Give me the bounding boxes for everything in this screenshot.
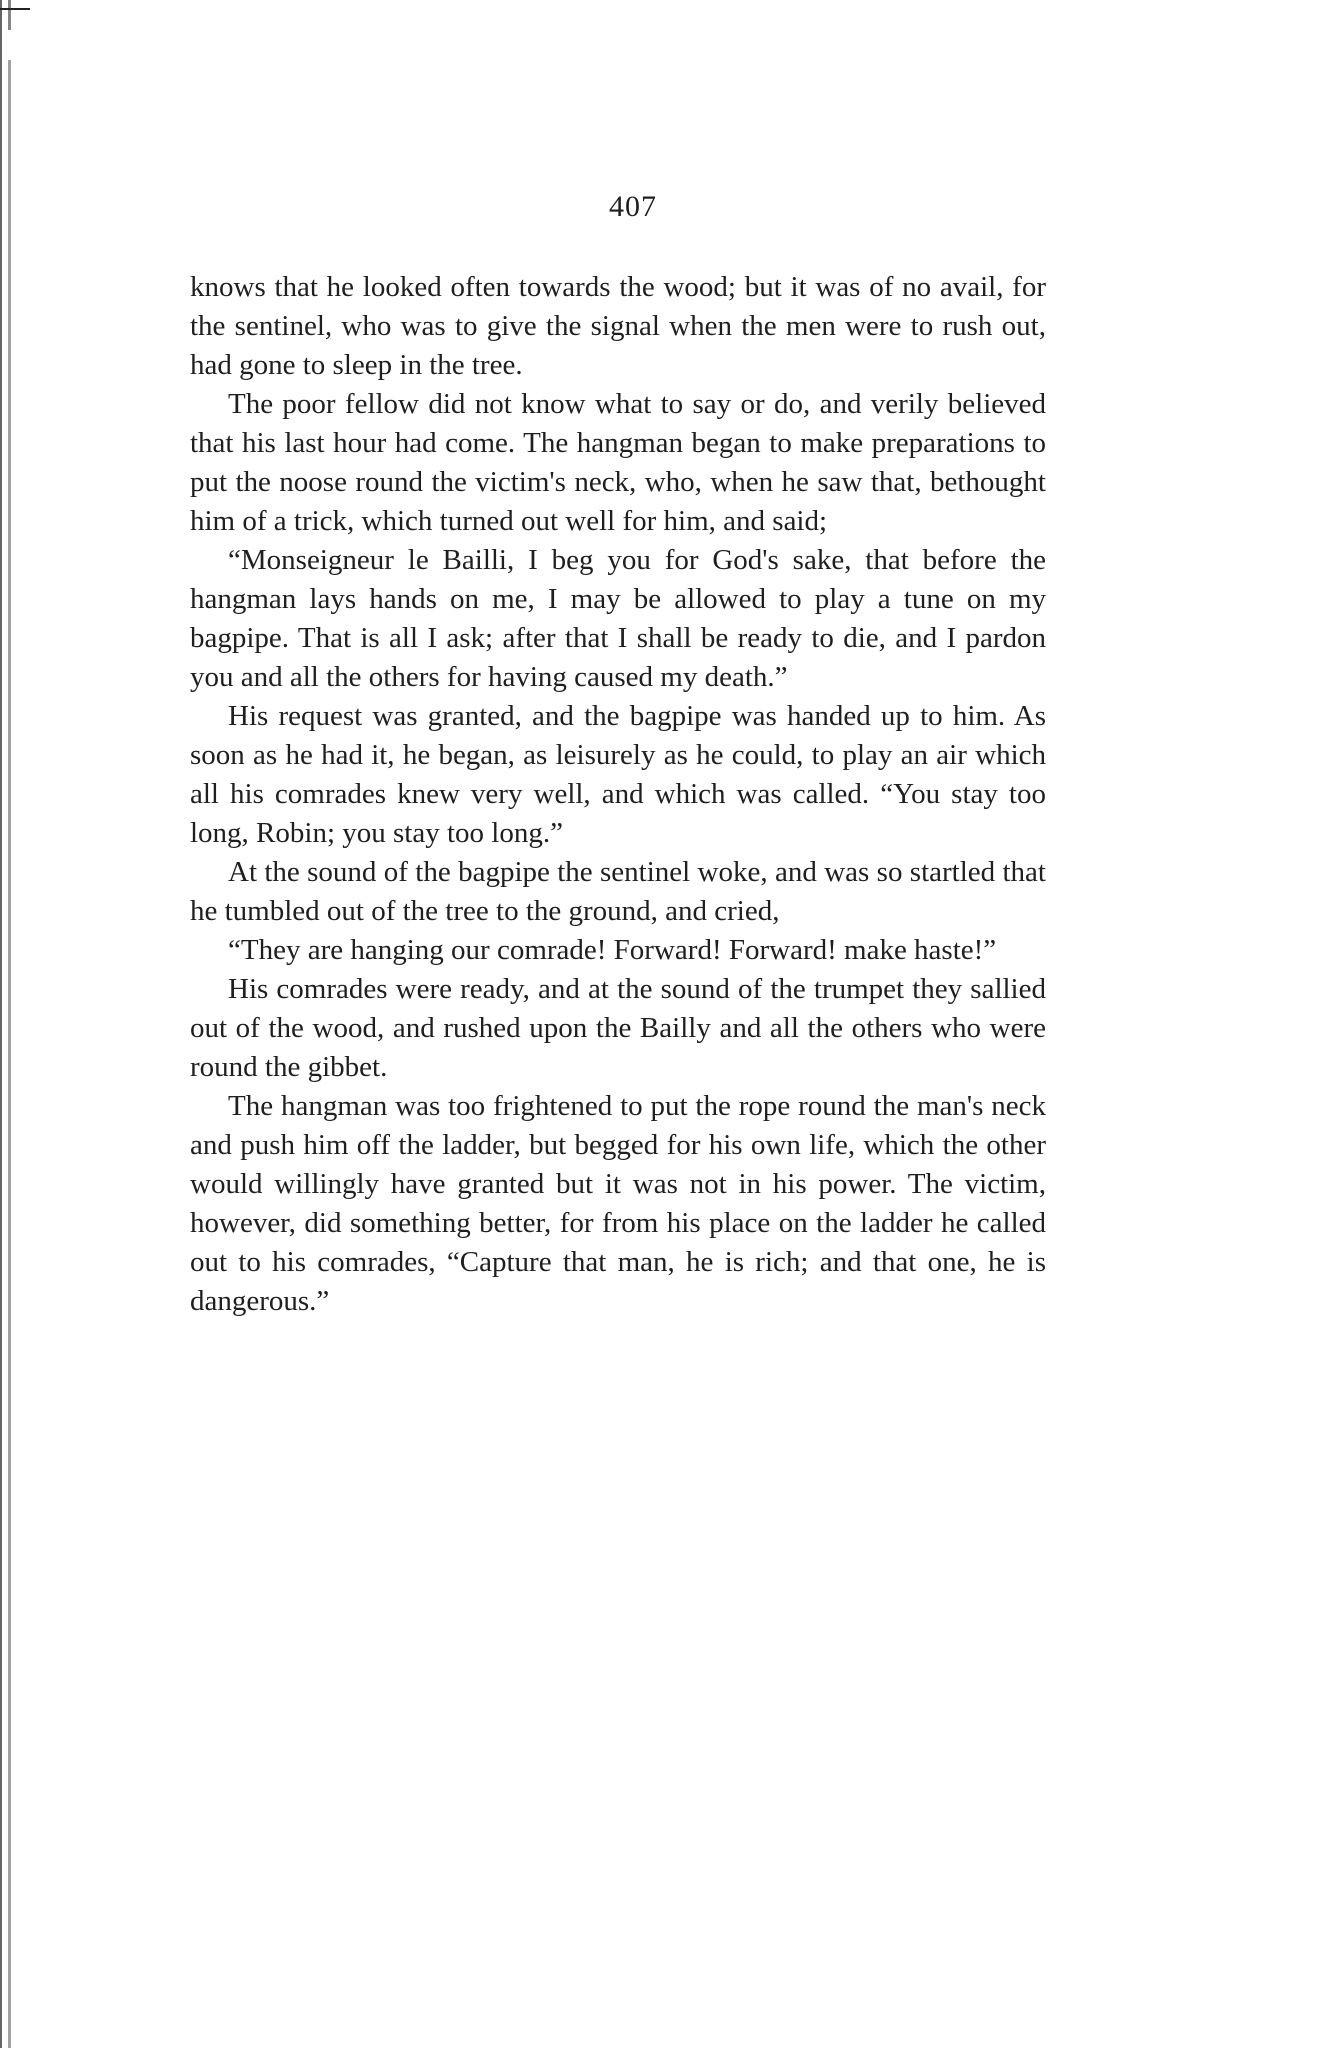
page-number: 407 (609, 190, 657, 223)
paragraph: His request was granted, and the bagpipe was handed up to him. As soon as he had it, he began, as leisurely as he could, to play an air which all his comrades knew very well, and which was called. “You stay too long, Robin; you stay too long.” (190, 700, 1046, 849)
paragraph: The hangman was too frightened to put the rope round the man's neck and push him off the ladder, but begged for his own life, which the other would willingly have granted but it was not in his power. The victim, however, did something better, for from his place on the ladder he called out to his comrades, “Capture that man, he is rich; and that one, he is dangerous.” (190, 1090, 1046, 1317)
paragraph: The poor fellow did not know what to say or do, and verily believed that his last hour had come. The hangman began to make preparations to put the noose round the victim's neck, who, when he saw that, bethought him of a trick, which turned out well for him, and said; (190, 388, 1046, 537)
page-scan-shadow (8, 0, 11, 2048)
page-binding-edge (0, 0, 2, 2048)
body-text (190, 268, 1046, 1321)
paragraph: knows that he looked often towards the wood; but it was of no avail, for the sentinel, who was to give the signal when the men were to rush out, had gone to sleep in the tree. (190, 271, 1046, 381)
paragraph: “They are hanging our comrade! Forward! Forward! make haste!” (228, 934, 997, 966)
paragraph: “Monseigneur le Bailli, I beg you for God's sake, that before the hangman lays hands on me, I may be allowed to play a tune on my bagpipe. That is all I ask; after that I shall be ready to die, and I pardon you and all the others for having caused my death.” (190, 544, 1046, 693)
paragraph: His comrades were ready, and at the sound of the trumpet they sallied out of the wood, and rushed upon the Bailly and all the others who were round the gibbet. (190, 973, 1046, 1083)
page-corner-mark (0, 8, 30, 10)
paragraph: At the sound of the bagpipe the sentinel woke, and was so startled that he tumbled out of the tree to the ground, and cried, (190, 856, 1046, 927)
